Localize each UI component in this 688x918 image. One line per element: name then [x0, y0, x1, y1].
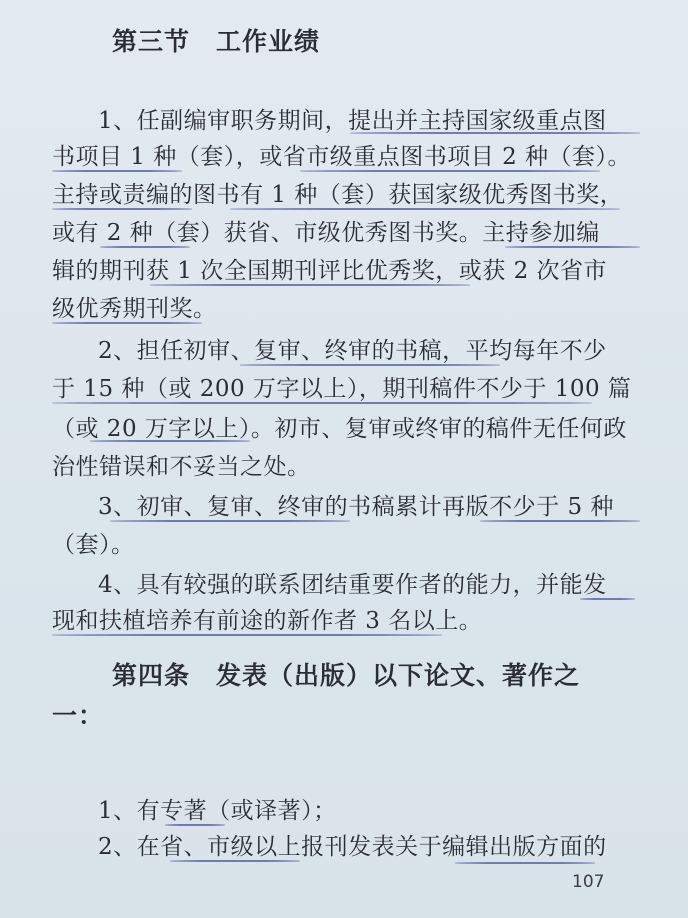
- pen-underline: [300, 170, 600, 172]
- article-title-continuation: 一：: [52, 701, 105, 730]
- text-line: 现和扶植培养有前途的新作者 3 名以上。: [52, 608, 483, 634]
- pen-underline: [52, 170, 182, 172]
- text-line: 于 15 种（或 200 万字以上），期刊稿件不少于 100 篇: [52, 376, 632, 402]
- pen-underline: [580, 598, 635, 600]
- text-line: 辑的期刊获 1 次全国期刊评比优秀奖，或获 2 次省市: [52, 258, 608, 284]
- pen-underline: [52, 322, 202, 324]
- pen-underline: [100, 246, 190, 248]
- pen-underline: [480, 520, 640, 522]
- text-line: 1、任副编审职务期间，提出并主持国家级重点图: [98, 108, 607, 134]
- pen-underline: [52, 634, 442, 636]
- text-line: （套）。: [52, 532, 135, 558]
- pen-underline: [240, 364, 500, 366]
- text-line: 主持或责编的图书有 1 种（套）获国家级优秀图书奖，: [52, 182, 624, 208]
- page-number: 107: [572, 872, 605, 892]
- text-line: 2、在省、市级以上报刊发表关于编辑出版方面的: [98, 834, 607, 860]
- text-line: 书项目 1 种（套），或省市级重点图书项目 2 种（套）。: [52, 144, 632, 170]
- section-title: 第三节 工作业绩: [112, 27, 321, 56]
- pen-underline: [52, 402, 592, 404]
- pen-underline: [350, 132, 640, 134]
- text-line: 治性错误和不妥当之处。: [52, 454, 311, 480]
- pen-underline: [165, 824, 225, 826]
- pen-underline: [90, 440, 250, 442]
- pen-underline: [230, 208, 620, 210]
- pen-underline: [52, 208, 192, 210]
- pen-underline: [150, 284, 470, 286]
- pen-underline: [170, 860, 300, 862]
- pen-underline: [505, 246, 640, 248]
- text-line: （或 20 万字以上）。初市、复审或终审的稿件无任何政: [52, 416, 627, 442]
- text-line: 4、具有较强的联系团结重要作者的能力，并能发: [98, 572, 607, 598]
- text-line: 3、初审、复审、终审的书稿累计再版不少于 5 种: [98, 494, 614, 520]
- text-line: 1、有专著（或译著）；: [98, 798, 337, 824]
- pen-underline: [110, 520, 350, 522]
- text-line: 或有 2 种（套）获省、市级优秀图书奖。主持参加编: [52, 220, 600, 246]
- text-line: 2、担任初审、复审、终审的书稿，平均每年不少: [98, 338, 607, 364]
- pen-underline: [455, 862, 595, 864]
- article-title: 第四条 发表（出版）以下论文、著作之: [112, 661, 581, 690]
- text-line: 级优秀期刊奖。: [52, 296, 217, 322]
